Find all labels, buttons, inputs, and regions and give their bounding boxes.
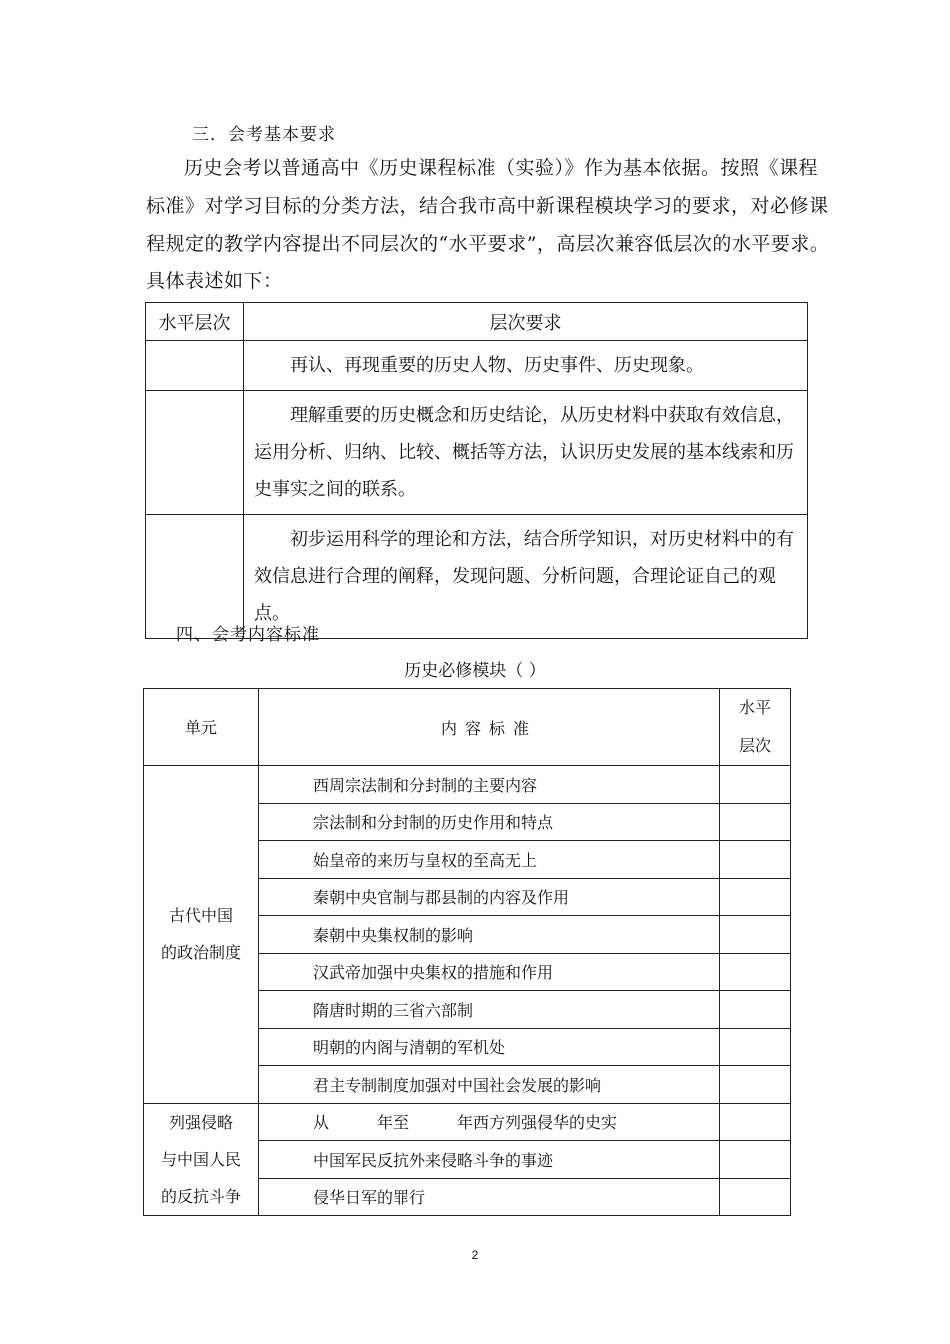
paragraph-line-2: 标准》对学习目标的分类方法，结合我市高中新课程模块学习的要求，对必修课 [146, 195, 829, 217]
header-level-cell: 水平层次 [146, 303, 244, 341]
table-row [144, 766, 791, 804]
content-cell: 秦朝中央官制与郡县制的内容及作用 [259, 878, 720, 916]
unit-name-line: 列强侵略 [168, 1112, 233, 1132]
module-caption: 历史必修模块（ ） [404, 661, 546, 681]
paragraph-line-1: 历史会考以普通高中《历史课程标准（实验）》作为基本依据。按照《课程 [184, 157, 819, 179]
content-cell: 秦朝中央集权制的影响 [259, 916, 720, 954]
content-standards-table [143, 688, 791, 1216]
section-4-title: 四、会考内容标准 [176, 625, 320, 645]
content-cell: 明朝的内阁与清朝的军机处 [259, 1028, 720, 1066]
unit-name-line: 与中国人民 [160, 1149, 241, 1169]
level-cell [720, 841, 791, 879]
level-cell [720, 766, 791, 804]
level-requirements-table [145, 302, 808, 639]
content-cell: 从 年至 年西方列强侵华的史实 [259, 1103, 720, 1141]
requirement-text: 再认、再现重要的历史人物、历史事件、历史现象。 [290, 355, 704, 376]
content-cell: 汉武帝加强中央集权的措施和作用 [259, 953, 720, 991]
header-requirement-cell: 层次要求 [244, 303, 808, 341]
requirement-cell [244, 341, 808, 391]
requirement-text: 理解重要的历史概念和历史结论，从历史材料中获取有效信息，运用分析、归纳、比较、概括等方法，认识历史发展的基本线索和历史事实之间的联系。 [254, 405, 794, 500]
level-cell [146, 391, 244, 515]
level-cell [720, 1066, 791, 1104]
level-cell [720, 878, 791, 916]
paragraph-line-4: 具体表述如下： [146, 270, 283, 292]
table-header-row [146, 303, 808, 341]
table-row [146, 391, 808, 515]
table-row [146, 341, 808, 391]
level-cell [720, 803, 791, 841]
header-level-line: 层次 [738, 736, 771, 755]
unit-cell [144, 1103, 259, 1216]
content-cell: 宗法制和分封制的历史作用和特点 [259, 803, 720, 841]
content-cell: 侵华日军的罪行 [259, 1178, 720, 1216]
unit-name-line: 的政治制度 [160, 943, 241, 963]
content-cell: 西周宗法制和分封制的主要内容 [259, 766, 720, 804]
header-level-cell [720, 689, 791, 766]
requirement-cell [244, 515, 808, 639]
content-cell: 隋唐时期的三省六部制 [259, 991, 720, 1029]
table-row [144, 1103, 791, 1141]
level-cell [146, 341, 244, 391]
paragraph-line-3: 程规定的教学内容提出不同层次的“水平要求”，高层次兼容低层次的水平要求。 [146, 233, 830, 255]
unit-name-line: 的反抗斗争 [160, 1186, 241, 1206]
requirement-cell [244, 391, 808, 515]
unit-name-line: 古代中国 [168, 906, 233, 926]
content-cell: 始皇帝的来历与皇权的至高无上 [259, 841, 720, 879]
level-cell [720, 991, 791, 1029]
table-header-row [144, 689, 791, 766]
unit-cell [144, 766, 259, 1104]
requirement-text: 初步运用科学的理论和方法，结合所学知识，对历史材料中的有效信息进行合理的阐释，发现问题、分析问题，合理论证自己的观点。 [254, 529, 794, 624]
content-cell: 中国军民反抗外来侵略斗争的事迹 [259, 1141, 720, 1179]
header-content-cell: 内容标准 [259, 689, 720, 766]
level-cell [720, 1103, 791, 1141]
header-level-line: 水平 [738, 698, 771, 717]
header-unit-cell: 单元 [144, 689, 259, 766]
section-3-title: 三．会考基本要求 [192, 125, 336, 145]
page-number: 2 [471, 1248, 479, 1262]
level-cell [720, 1028, 791, 1066]
level-cell [720, 1178, 791, 1216]
level-cell [720, 916, 791, 954]
level-cell [720, 953, 791, 991]
content-cell: 君主专制制度加强对中国社会发展的影响 [259, 1066, 720, 1104]
level-cell [720, 1141, 791, 1179]
